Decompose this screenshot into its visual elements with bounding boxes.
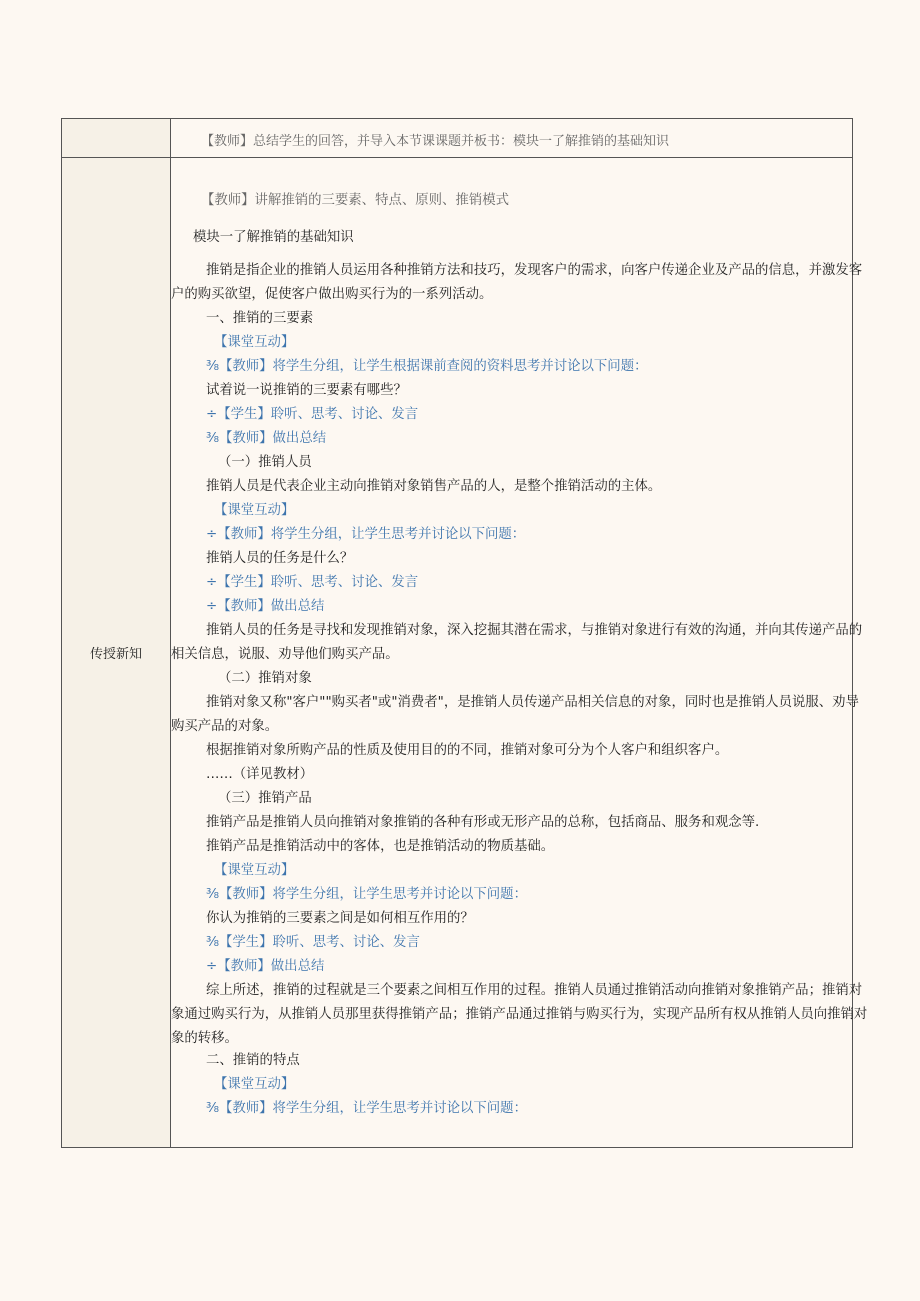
content-line: 推销人员是代表企业主动向推销对象销售产品的人，是整个推销活动的主体。 xyxy=(206,479,662,494)
content-line: 推销产品是推销活动中的客体，也是推销活动的物质基础。 xyxy=(206,839,555,854)
interaction-line: ⅜【教师】将学生分组，让学生思考并讨论以下问题： xyxy=(206,887,527,902)
content-line: 根据推销对象所购产品的性质及使用目的的不同，推销对象可分为个人客户和组织客户。 xyxy=(206,743,729,758)
content-line: （一）推销人员 xyxy=(218,455,312,470)
content-line: 综上所述，推销的过程就是三个要素之间相互作用的过程。推销人员通过推销活动向推销对象推销产品；推销对 xyxy=(206,983,863,998)
interaction-line: ÷【教师】做出总结 xyxy=(206,959,325,974)
interaction-line: ⅜【教师】做出总结 xyxy=(206,431,327,446)
row-content-text: 【教师】总结学生的回答，并导入本节课课题并板书：模块一了解推销的基础知识 xyxy=(201,134,670,149)
table-row xyxy=(62,158,868,1147)
content-line: 【教师】讲解推销的三要素、特点、原则、推销模式 xyxy=(201,193,509,208)
content-line: 二、推销的特点 xyxy=(206,1053,300,1068)
content-line: 推销人员的任务是什么？ xyxy=(206,551,354,566)
row-label: 传授新知 xyxy=(89,647,142,662)
interaction-line: 【课堂互动】 xyxy=(214,503,295,518)
content-line: （二）推销对象 xyxy=(218,671,312,686)
row-label-cell xyxy=(62,158,171,1147)
interaction-line: 【课堂互动】 xyxy=(214,1077,295,1092)
content-line: 推销对象又称"客户""购买者"或"消费者"，是推销人员传递产品相关信息的对象，同时也是推销人员说服、劝导 xyxy=(206,695,859,710)
interaction-line: 【课堂互动】 xyxy=(214,335,295,350)
content-line: 相关信息，说服、劝导他们购买产品。 xyxy=(171,647,399,662)
interaction-line: ÷【教师】将学生分组，让学生思考并讨论以下问题： xyxy=(206,527,526,542)
content-line: 模块一了解推销的基础知识 xyxy=(193,230,354,245)
interaction-line: ⅜【教师】将学生分组，让学生思考并讨论以下问题： xyxy=(206,1101,527,1116)
content-line: 象的转移。 xyxy=(171,1031,238,1046)
interaction-line: ⅜【学生】聆听、思考、讨论、发言 xyxy=(206,935,420,950)
content-line: ……（详见教材） xyxy=(206,767,314,782)
interaction-line: ÷【学生】聆听、思考、讨论、发言 xyxy=(206,575,419,590)
content-line: 户的购买欲望，促使客户做出购买行为的一系列活动。 xyxy=(171,287,493,302)
row-label-cell xyxy=(62,119,171,157)
content-line: 推销人员的任务是寻找和发现推销对象，深入挖掘其潜在需求，与推销对象进行有效的沟通，并向其传递产品的 xyxy=(206,623,863,638)
content-line: 试着说一说推销的三要素有哪些？ xyxy=(206,383,407,398)
table-row xyxy=(62,119,852,158)
interaction-line: ÷【教师】做出总结 xyxy=(206,599,325,614)
lesson-table xyxy=(61,118,868,1148)
interaction-line: 【课堂互动】 xyxy=(214,863,295,878)
content-line: 你认为推销的三要素之间是如何相互作用的？ xyxy=(206,911,474,926)
content-line: 推销是指企业的推销人员运用各种推销方法和技巧，发现客户的需求，向客户传递企业及产品的信息，并激发客 xyxy=(206,263,863,278)
interaction-line: ⅜【教师】将学生分组，让学生根据课前查阅的资料思考并讨论以下问题： xyxy=(206,359,648,374)
content-line: 推销产品是推销人员向推销对象推销的各种有形或无形产品的总称，包括商品、服务和观念等. xyxy=(206,815,760,830)
content-line: 象通过购买行为，从推销人员那里获得推销产品；推销产品通过推销与购买行为，实现产品所有权从推销人员向推销对 xyxy=(171,1007,868,1022)
content-line: （三）推销产品 xyxy=(218,791,312,806)
content-line: 一、推销的三要素 xyxy=(206,311,314,326)
interaction-line: ÷【学生】聆听、思考、讨论、发言 xyxy=(206,407,419,422)
content-line: 购买产品的对象。 xyxy=(171,719,279,734)
